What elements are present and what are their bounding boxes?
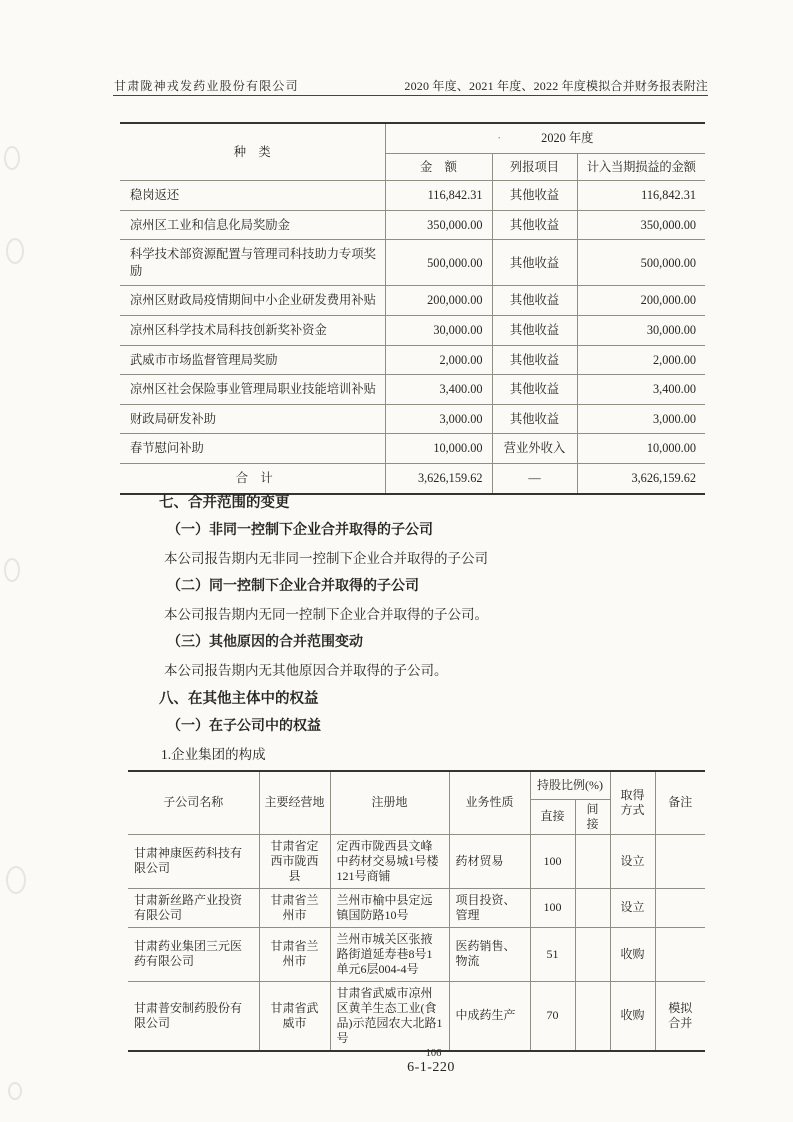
table-row: [128, 981, 705, 1051]
cell-remark: 模拟合并: [655, 981, 705, 1051]
page-footer: [396, 1049, 466, 1076]
col-header-year-label: 2020 年度: [541, 130, 594, 145]
subsidiaries-table: [128, 770, 705, 1052]
cell-total-profit: 3,626,159.62: [577, 464, 705, 494]
col-header-direct: 直接: [530, 799, 575, 834]
col-header-year: [385, 123, 705, 153]
col-header-category: 种 类: [120, 123, 385, 181]
cell-profit: 3,400.00: [577, 375, 705, 405]
cell-item: 其他收益: [492, 404, 577, 434]
cell-acquire-method: 设立: [610, 888, 655, 927]
cell-total-amount: 3,626,159.62: [385, 464, 492, 494]
section-7-1-body: 本公司报告期内无非同一控制下企业合并取得的子公司: [164, 551, 488, 566]
col-header-registered-place: 注册地: [330, 771, 449, 834]
cell-item: 其他收益: [492, 345, 577, 375]
cell-business: 药材贸易: [449, 834, 530, 888]
table-row: [120, 375, 705, 405]
col-header-subsidiary-name: 子公司名称: [128, 771, 259, 834]
table-header-row: [120, 123, 705, 153]
table-row: [120, 345, 705, 375]
cell-category: 凉州区财政局疫情期间中小企业研发费用补贴: [120, 286, 385, 316]
cell-item: 其他收益: [492, 210, 577, 240]
table-total-row: [120, 464, 705, 494]
section-8-1-title: （一）在子公司中的权益: [167, 719, 321, 734]
table-row: [120, 286, 705, 316]
cell-acquire-method: 设立: [610, 834, 655, 888]
table-row: [120, 404, 705, 434]
table-row: [120, 210, 705, 240]
cell-main-place: 甘肃省武威市: [259, 981, 330, 1051]
cell-acquire-method: 收购: [610, 927, 655, 981]
scan-artifact: [4, 558, 20, 582]
cell-category: 科学技术部资源配置与管理司科技助力专项奖励: [120, 240, 385, 286]
cell-category: 凉州区科学技术局科技创新奖补资金: [120, 316, 385, 346]
cell-registered-place: 甘肃省武威市凉州区黄羊生态工业(食品)示范园农大北路1号: [330, 981, 449, 1051]
section-7-1-title: （一）非同一控制下企业合并取得的子公司: [167, 523, 433, 538]
cell-total-label: 合 计: [120, 464, 385, 494]
cell-item: 其他收益: [492, 286, 577, 316]
cell-item: 其他收益: [492, 181, 577, 211]
cell-registered-place: 兰州市榆中县定远镇国防路10号: [330, 888, 449, 927]
cell-profit: 30,000.00: [577, 316, 705, 346]
cell-subsidiary-name: 甘肃神康医药科技有限公司: [128, 834, 259, 888]
col-header-share-ratio: 持股比例(%): [530, 771, 610, 799]
table-row: [128, 927, 705, 981]
cell-category: 春节慰问补助: [120, 434, 385, 464]
cell-item: 其他收益: [492, 240, 577, 286]
cell-profit: 2,000.00: [577, 345, 705, 375]
cell-indirect-ratio: [575, 927, 610, 981]
col-header-current-profit: 计入当期损益的金额: [577, 153, 705, 181]
cell-profit: 3,000.00: [577, 404, 705, 434]
company-name: 甘肃陇神戎发药业股份有限公司: [114, 79, 299, 93]
cell-indirect-ratio: [575, 834, 610, 888]
col-header-amount: 金 额: [385, 153, 492, 181]
table-row: [120, 434, 705, 464]
cell-profit: 200,000.00: [577, 286, 705, 316]
cell-profit: 350,000.00: [577, 210, 705, 240]
cell-direct-ratio: 51: [530, 927, 575, 981]
cell-business: 项目投资、管理: [449, 888, 530, 927]
cell-profit: 10,000.00: [577, 434, 705, 464]
cell-direct-ratio: 70: [530, 981, 575, 1051]
cell-amount: 116,842.31: [385, 181, 492, 211]
table-row: [120, 240, 705, 286]
cell-remark: [655, 888, 705, 927]
cell-business: 中成药生产: [449, 981, 530, 1051]
col-header-main-place: 主要经营地: [259, 771, 330, 834]
page-number: 6-1-220: [407, 1060, 455, 1075]
cell-subsidiary-name: 甘肃药业集团三元医药有限公司: [128, 927, 259, 981]
cell-registered-place: 定西市陇西县文峰中药材交易城1号楼121号商铺: [330, 834, 449, 888]
scan-artifact: [4, 146, 20, 170]
cell-item: 营业外收入: [492, 434, 577, 464]
col-header-item: 列报项目: [492, 153, 577, 181]
scan-artifact: [8, 1082, 22, 1100]
cell-profit: 116,842.31: [577, 181, 705, 211]
cell-direct-ratio: 100: [530, 888, 575, 927]
cell-amount: 200,000.00: [385, 286, 492, 316]
cell-amount: 10,000.00: [385, 434, 492, 464]
section-7-title: 七、合并范围的变更: [159, 495, 290, 511]
header-rule: [113, 95, 708, 96]
cell-category: 武威市市场监督管理局奖励: [120, 345, 385, 375]
cell-amount: 500,000.00: [385, 240, 492, 286]
page-number-superscript: 106: [425, 1048, 442, 1059]
table-row: [120, 181, 705, 211]
cell-remark: [655, 927, 705, 981]
sections-block: [114, 494, 706, 774]
table-row: [128, 834, 705, 888]
cell-category: 财政局研发补助: [120, 404, 385, 434]
cell-main-place: 甘肃省兰州市: [259, 927, 330, 981]
cell-amount: 30,000.00: [385, 316, 492, 346]
government-grants-table: [120, 122, 705, 495]
section-7-2-title: （二）同一控制下企业合并取得的子公司: [167, 579, 419, 594]
col-header-remark: 备注: [655, 771, 705, 834]
cell-indirect-ratio: [575, 888, 610, 927]
scan-artifact: [6, 866, 26, 894]
cell-category: 稳岗返还: [120, 181, 385, 211]
col-header-acquire-method: 取得方式: [610, 771, 655, 834]
cell-subsidiary-name: 甘肃普安制药股份有限公司: [128, 981, 259, 1051]
cell-amount: 3,000.00: [385, 404, 492, 434]
section-8-1-sub: 1.企业集团的构成: [161, 747, 266, 762]
section-7-3-body: 本公司报告期内无其他原因合并取得的子公司。: [164, 663, 448, 678]
table-header-row: [128, 771, 705, 799]
table-row: [120, 316, 705, 346]
page-header: [114, 77, 708, 94]
cell-acquire-method: 收购: [610, 981, 655, 1051]
cell-main-place: 甘肃省定西市陇西县: [259, 834, 330, 888]
cell-subsidiary-name: 甘肃新丝路产业投资有限公司: [128, 888, 259, 927]
cell-business: 医药销售、物流: [449, 927, 530, 981]
cell-indirect-ratio: [575, 981, 610, 1051]
cell-registered-place: 兰州市城关区张掖路街道延寿巷8号1单元6层004-4号: [330, 927, 449, 981]
cell-amount: 3,400.00: [385, 375, 492, 405]
report-title: 2020 年度、2021 年度、2022 年度模拟合并财务报表附注: [404, 79, 708, 93]
cell-amount: 2,000.00: [385, 345, 492, 375]
cell-remark: [655, 834, 705, 888]
cell-item: 其他收益: [492, 375, 577, 405]
cell-category: 凉州区社会保险事业管理局职业技能培训补贴: [120, 375, 385, 405]
cell-total-item: —: [492, 464, 577, 494]
cell-profit: 500,000.00: [577, 240, 705, 286]
col-header-business: 业务性质: [449, 771, 530, 834]
cell-category: 凉州区工业和信息化局奖励金: [120, 210, 385, 240]
cell-direct-ratio: 100: [530, 834, 575, 888]
stray-dot: ·: [497, 130, 502, 145]
cell-main-place: 甘肃省兰州市: [259, 888, 330, 927]
scan-artifact: [6, 238, 24, 264]
section-8-title: 八、在其他主体中的权益: [159, 691, 319, 707]
cell-item: 其他收益: [492, 316, 577, 346]
section-7-3-title: （三）其他原因的合并范围变动: [167, 635, 363, 650]
cell-amount: 350,000.00: [385, 210, 492, 240]
section-7-2-body: 本公司报告期内无同一控制下企业合并取得的子公司。: [164, 607, 488, 622]
col-header-indirect: 间接: [575, 799, 610, 834]
table-row: [128, 888, 705, 927]
